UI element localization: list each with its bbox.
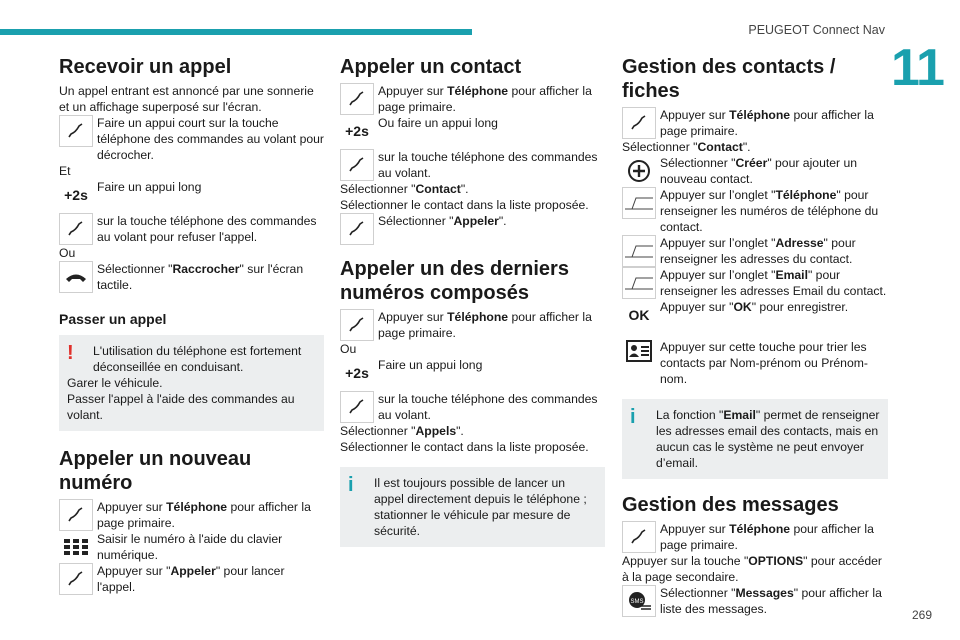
long-press-icon: +2s bbox=[340, 357, 374, 389]
step-row bbox=[622, 585, 888, 617]
step-row bbox=[340, 213, 605, 245]
step-text: Appuyer sur "Appeler" pour lancer l'appel. bbox=[97, 564, 285, 594]
connector-text: Et bbox=[59, 164, 71, 178]
chapter-number: 11 bbox=[891, 39, 944, 97]
step-row bbox=[59, 261, 324, 293]
step-row bbox=[622, 155, 888, 187]
paragraph: Un appel entrant est annoncé par une sonnerie et un affichage superposé sur l'écran. bbox=[59, 84, 314, 114]
tab-icon bbox=[622, 187, 656, 219]
info-icon: i bbox=[348, 474, 354, 496]
info-icon: i bbox=[630, 406, 636, 428]
step-row bbox=[622, 267, 888, 299]
step-row bbox=[340, 309, 605, 341]
step-text: Appuyer sur l’onglet "Téléphone" pour renseigner les numéros de téléphone du contact. bbox=[660, 188, 879, 234]
ok-icon: OK bbox=[622, 299, 656, 331]
phone-handset-icon bbox=[340, 83, 374, 115]
hang-up-icon bbox=[59, 261, 93, 293]
phone-handset-icon bbox=[59, 499, 93, 531]
phone-handset-icon bbox=[340, 309, 374, 341]
column-2: Appeler un contact Appuyer sur Téléphone pour afficher la page primaire. +2s Ou faire un appui long sur la touche téléphone des commandes au volant. Sélectionner "Contact". Sélectionner le contact dans la liste proposée. Sélectionner "Appeler". Appeler un des derniers numéros composés Appuyer sur Téléphone pour afficher la page primaire. Ou +2s Faire un appui long sur la touche téléphone des commandes au volant. Sélectionner "Appels". Sélectionner le contact dans la liste proposée. i Il est toujours possible de lancer un appel directement depuis le téléphone ; stationner le véhicule par mesure de sécurité. bbox=[340, 55, 605, 553]
step-row bbox=[622, 521, 888, 553]
step-text: Appuyer sur "OK" pour enregistrer. bbox=[660, 300, 849, 314]
section-title-contacts: Gestion des contacts / fiches bbox=[622, 56, 836, 102]
step-row bbox=[622, 335, 888, 387]
step-row bbox=[622, 299, 888, 331]
step-row bbox=[59, 213, 324, 245]
page-header-title: PEUGEOT Connect Nav bbox=[748, 23, 885, 37]
step-text: Appuyer sur Téléphone pour afficher la page primaire. bbox=[97, 500, 311, 530]
connector-text: Ou bbox=[59, 246, 76, 260]
step-row bbox=[340, 115, 605, 147]
keypad-icon bbox=[59, 531, 93, 563]
step-text: Faire un appui long bbox=[97, 180, 202, 194]
step-text: Appuyer sur Téléphone pour afficher la page primaire. bbox=[378, 310, 592, 340]
warning-icon: ! bbox=[67, 342, 74, 364]
step-row bbox=[59, 563, 324, 595]
paragraph: Sélectionner le contact dans la liste proposée. bbox=[340, 198, 589, 212]
info-note: i La fonction "Email" permet de renseigner les adresses email des contacts, mais en aucun cas le système ne peut envoyer d’email. bbox=[622, 399, 888, 479]
section-title-place-call: Passer un appel bbox=[59, 311, 167, 327]
step-text: Appuyer sur l’onglet "Adresse" pour renseigner les adresses du contact. bbox=[660, 236, 856, 266]
step-row bbox=[340, 83, 605, 115]
long-press-icon: +2s bbox=[59, 179, 93, 211]
phone-handset-icon bbox=[59, 115, 93, 147]
step-row bbox=[622, 187, 888, 235]
step-row bbox=[340, 357, 605, 389]
phone-handset-icon bbox=[340, 149, 374, 181]
column-3: Gestion des contacts / fiches Appuyer sur Téléphone pour afficher la page primaire. Sélectionner "Contact". Sélectionner "Créer" pour ajouter un nouveau contact. Appuyer sur l’onglet "Téléphone" pour renseigner les numéros de téléphone du contact. Appuyer sur l’onglet "Adresse" pour renseigner les adresses du contact. Appuyer sur l’onglet "Email" pour renseigner les adresses Email du contact. OK Appuyer sur "OK" pour enregistrer. Appuyer sur cette touche pour trier les contacts par Nom-prénom ou Prénom-nom. i La fonction "Email" permet de renseigner les adresses email des contacts, mais en aucun cas le système ne peut envoyer d’email. Gestion des messages Appuyer sur Téléphone pour afficher la page primaire. Appuyer sur la touche "OPTIONS" pour accéder à la page secondaire. SMS Sélectionner "Messages" pour afficher la liste des messages. bbox=[622, 56, 887, 616]
step-text: sur la touche téléphone des commandes au volant. bbox=[378, 150, 598, 180]
svg-text:SMS: SMS bbox=[630, 599, 644, 605]
info-note: i Il est toujours possible de lancer un appel directement depuis le téléphone ; stationner le véhicule par mesure de sécurité. bbox=[340, 467, 605, 547]
step-row bbox=[622, 235, 888, 267]
step-row bbox=[340, 149, 605, 181]
paragraph: Sélectionner le contact dans la liste proposée. bbox=[340, 440, 589, 454]
section-title-new-number: Appeler un nouveau numéro bbox=[59, 448, 252, 494]
step-text: Faire un appui court sur la touche téléphone des commandes au volant pour décrocher. bbox=[97, 116, 324, 162]
step-text: Appuyer sur cette touche pour trier les contacts par Nom-prénom ou Prénom-nom. bbox=[660, 340, 868, 386]
section-title-call-contact: Appeler un contact bbox=[340, 56, 522, 78]
page-number: 269 bbox=[911, 608, 932, 622]
tab-icon bbox=[622, 267, 656, 299]
step-text: Sélectionner "Raccrocher" sur l'écran tactile. bbox=[97, 262, 304, 292]
step-row bbox=[59, 179, 324, 211]
phone-handset-icon bbox=[622, 107, 656, 139]
add-circle-icon bbox=[622, 155, 656, 187]
connector-text: Ou bbox=[340, 342, 357, 356]
top-accent-bar bbox=[0, 29, 472, 35]
step-text: Appuyer sur Téléphone pour afficher la page primaire. bbox=[660, 522, 874, 552]
phone-handset-icon bbox=[340, 391, 374, 423]
tab-icon bbox=[622, 235, 656, 267]
step-row bbox=[59, 499, 324, 531]
step-row bbox=[340, 391, 605, 423]
step-text: Faire un appui long bbox=[378, 358, 483, 372]
step-text: Sélectionner "Créer" pour ajouter un nouveau contact. bbox=[660, 156, 858, 186]
step-row bbox=[59, 531, 324, 563]
phone-handset-icon bbox=[59, 213, 93, 245]
long-press-icon: +2s bbox=[340, 115, 374, 147]
phone-handset-icon bbox=[622, 521, 656, 553]
section-title-receive: Recevoir un appel bbox=[59, 56, 232, 78]
warning-note: ! L'utilisation du téléphone est fortement déconseillée en conduisant. Garer le véhicule. Passer l'appel à l'aide des commandes au volant. bbox=[59, 335, 324, 431]
sms-icon bbox=[622, 585, 656, 617]
step-text: sur la touche téléphone des commandes au volant. bbox=[378, 392, 598, 422]
phone-handset-icon bbox=[59, 563, 93, 595]
phone-handset-icon bbox=[340, 213, 374, 245]
sort-contacts-icon bbox=[622, 335, 656, 367]
step-row bbox=[622, 107, 888, 139]
step-text: Appuyer sur Téléphone pour afficher la page primaire. bbox=[378, 84, 592, 114]
step-text: Sélectionner "Messages" pour afficher la liste des messages. bbox=[660, 586, 882, 616]
section-title-recent-calls: Appeler un des derniers numéros composés bbox=[340, 258, 569, 304]
step-text: sur la touche téléphone des commandes au volant pour refuser l'appel. bbox=[97, 214, 317, 244]
step-text: Appuyer sur Téléphone pour afficher la page primaire. bbox=[660, 108, 874, 138]
section-title-messages: Gestion des messages bbox=[622, 494, 839, 516]
step-text: Appuyer sur l’onglet "Email" pour renseigner les adresses Email du contact. bbox=[660, 268, 887, 298]
step-text: Ou faire un appui long bbox=[378, 116, 498, 130]
column-1 bbox=[59, 55, 324, 595]
step-text: Saisir le numéro à l'aide du clavier numérique. bbox=[97, 532, 283, 562]
step-row bbox=[59, 115, 324, 163]
step-text: Sélectionner "Appeler". bbox=[378, 214, 507, 228]
